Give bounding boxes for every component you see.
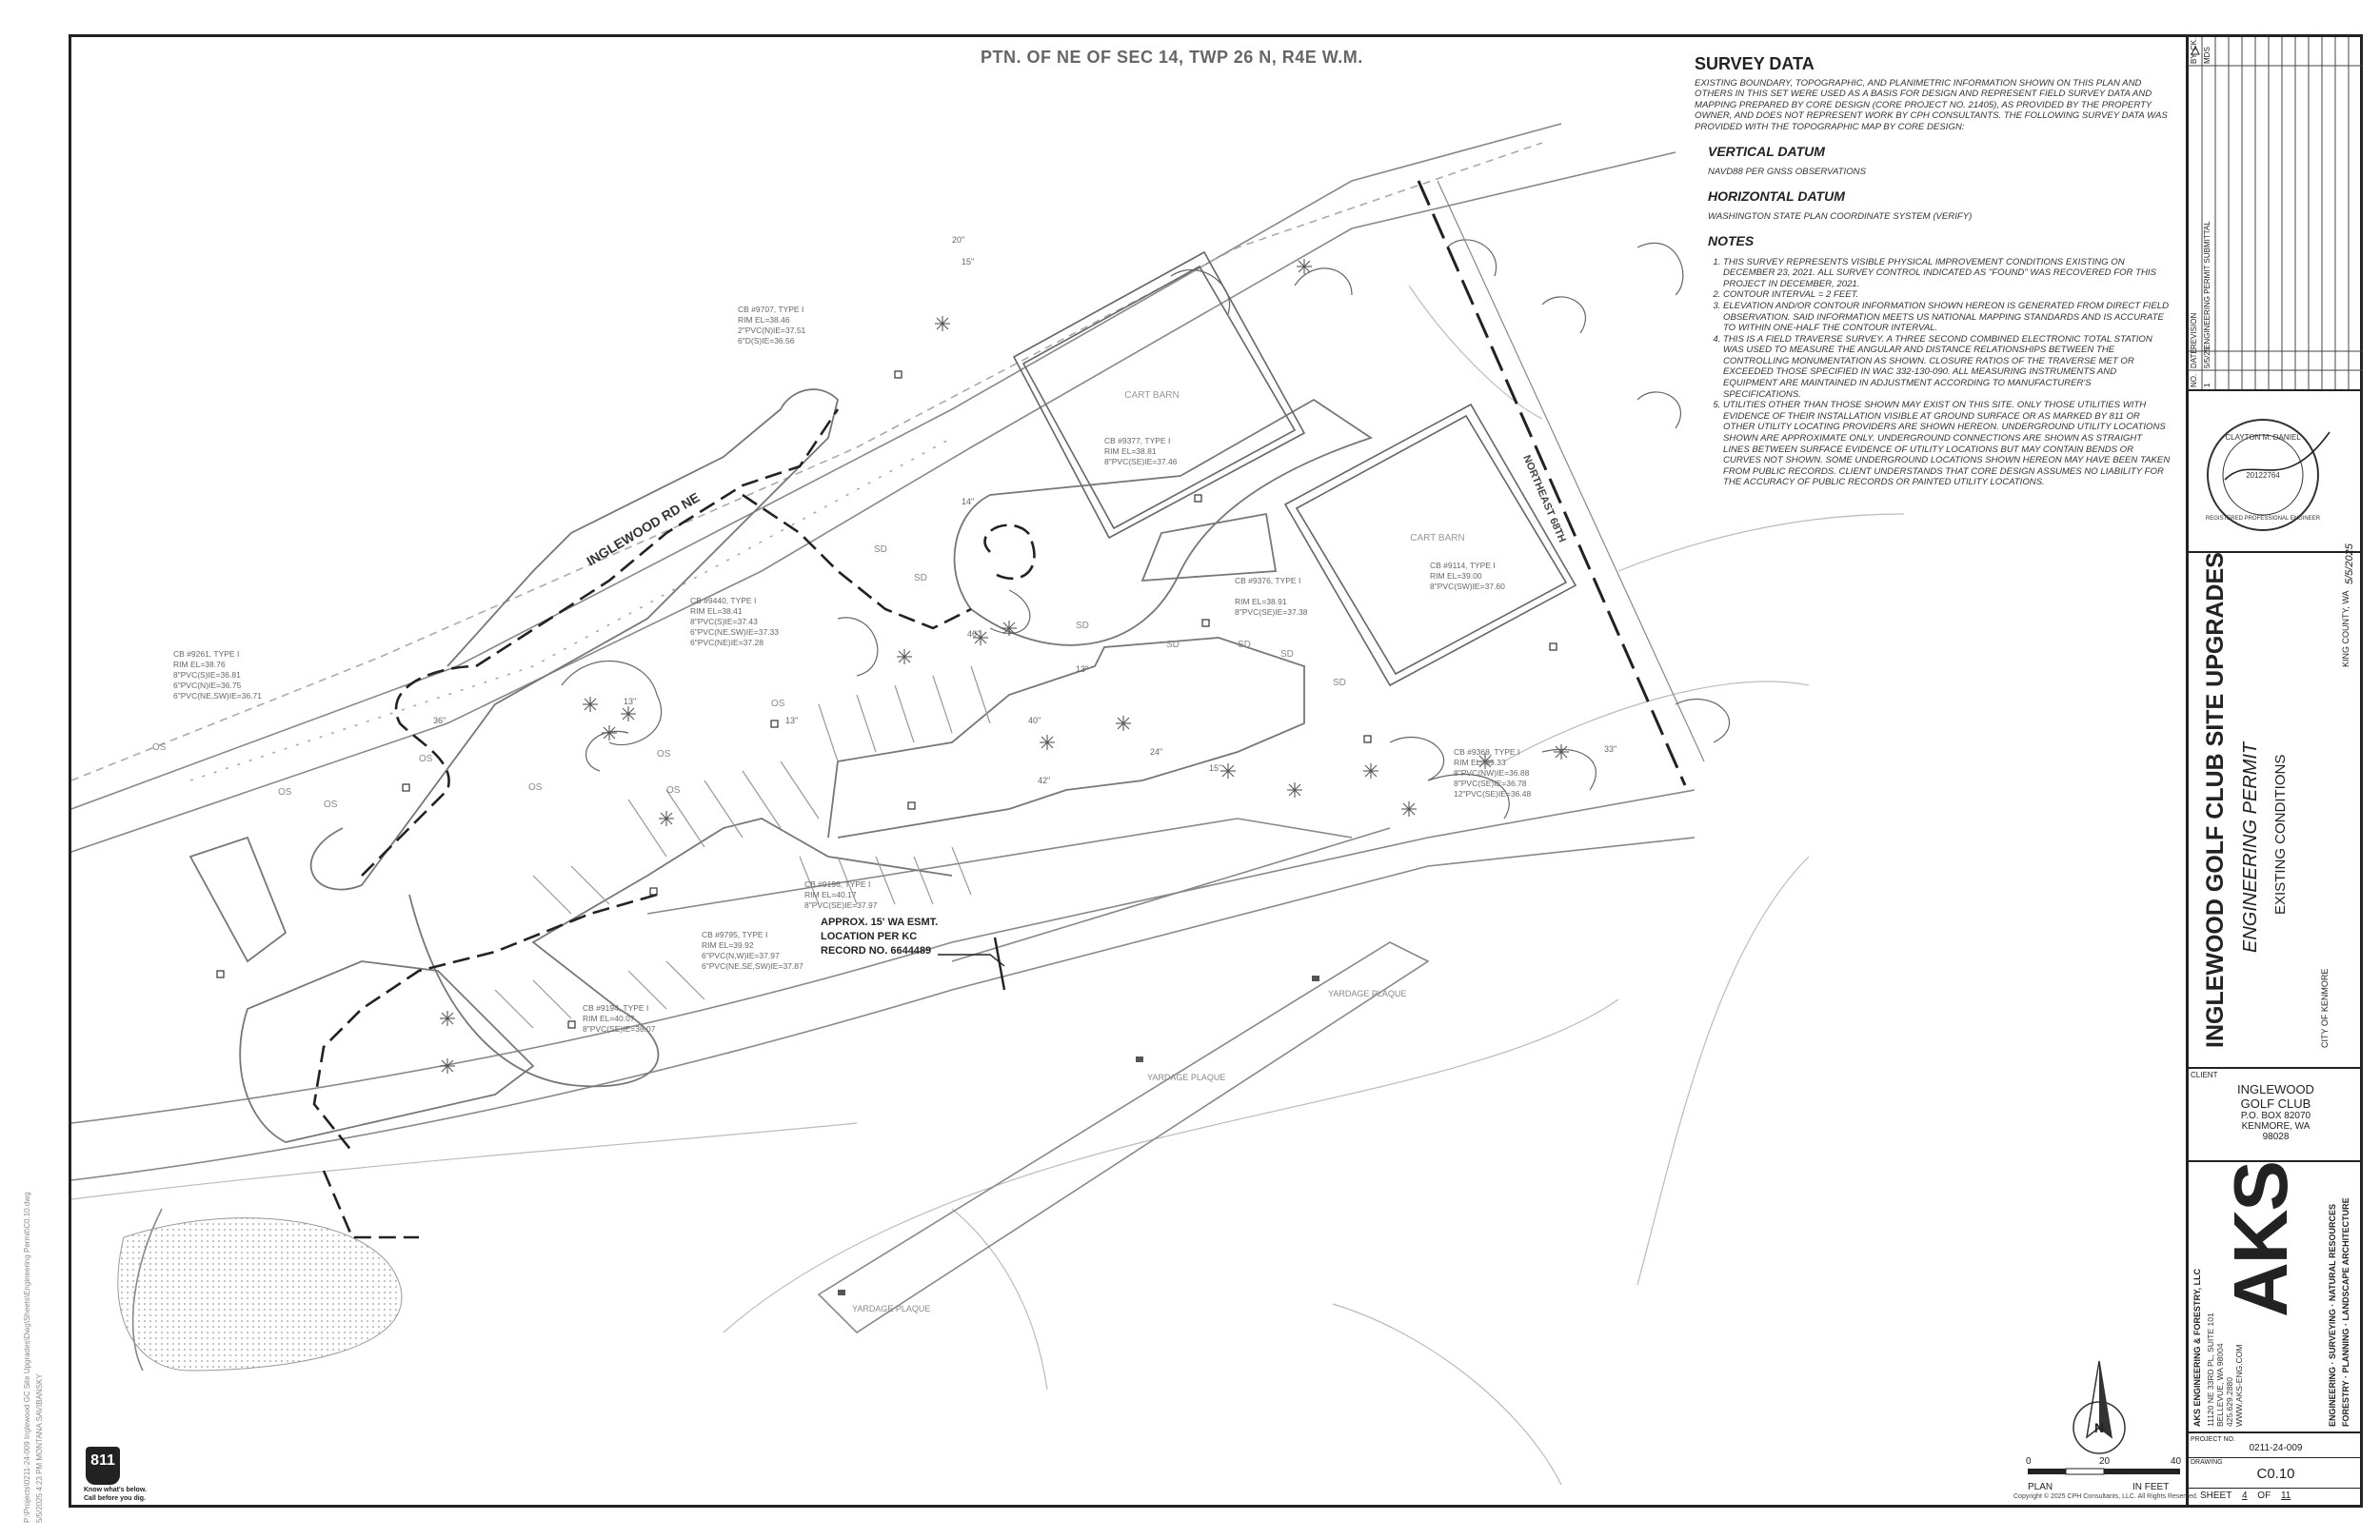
svg-text:13": 13": [1076, 664, 1089, 674]
note-item: 4. THIS IS A FIELD TRAVERSE SURVEY. A THREE SECOND COMBINED ELECTRONIC TOTAL STATION WAS USED TO MEASURE THE ANGULAR AND DISTANCE RELATIONSHIPS BETWEEN THE CONTROLLING MONUMENTATION AS SHOWN. CLOSURE RATIOS OF THE TRAVERSE MET OR EXCEEDED THOSE SPECIFIED IN WAC 332-130-090. ALL MEASURING INSTRUMENTS AND EQUIPMENT ARE MAINTAINED IN ADJUSTMENT ACCORDING TO MANUFACTURER'S SPECIFICATIONS.: [1723, 334, 2171, 401]
scale-bar-light: [2066, 1469, 2104, 1474]
firm-name: AKS ENGINEERING & FORESTRY, LLC: [2192, 1268, 2202, 1427]
client-address-1: P.O. BOX 82070: [2240, 1111, 2311, 1121]
road-edges: [71, 124, 1676, 852]
city-label: CITY OF KENMORE: [2320, 968, 2330, 1048]
yardage-plaque-2: YARDAGE PLAQUE: [1147, 1073, 1226, 1082]
stamp-name: CLAYTON M. DANIEL: [2225, 433, 2301, 442]
svg-text:12"PVC(SE)IE=36.48: 12"PVC(SE)IE=36.48: [1454, 789, 1532, 799]
plan-section-title: PTN. OF NE OF SEC 14, TWP 26 N, R4E W.M.: [981, 48, 1363, 67]
easement-label-3: RECORD NO. 6644489: [821, 945, 932, 957]
yardage-plaque-1-marker: [1312, 976, 1319, 981]
right-of-way-offset: [1438, 181, 1704, 761]
horizontal-datum-heading: HORIZONTAL DATUM: [1708, 188, 1845, 204]
project-title-band: [2189, 551, 2363, 1069]
project-no-value: 0211-24-009: [2249, 1443, 2303, 1453]
svg-text:8"PVC(S)IE=37.43: 8"PVC(S)IE=37.43: [690, 617, 758, 626]
svg-text:SD: SD: [1238, 640, 1251, 650]
rev-row-no: 1: [2203, 383, 2211, 387]
svg-text:15": 15": [1209, 763, 1222, 773]
svg-text:8"PVC(SE)IE=36.78: 8"PVC(SE)IE=36.78: [1454, 779, 1527, 788]
svg-text:OS: OS: [657, 749, 671, 760]
sheet-number: 4: [2241, 1491, 2248, 1501]
svg-text:CB #9194, TYPE I: CB #9194, TYPE I: [583, 1003, 649, 1013]
survey-notes: [1695, 54, 2171, 488]
svg-text:8"PVC(SE)IE=38.07: 8"PVC(SE)IE=38.07: [583, 1024, 656, 1034]
svg-text:6"PVC(N,W)IE=37.97: 6"PVC(N,W)IE=37.97: [702, 951, 780, 960]
parking-stalls: [495, 666, 990, 1028]
copyright-text: Copyright © 2025 CPH Consultants, LLC. All Rights Reserved.: [2013, 1493, 2198, 1500]
svg-text:46": 46": [967, 629, 981, 639]
svg-text:CB #9377, TYPE I: CB #9377, TYPE I: [1104, 436, 1171, 445]
firm-address-4: WWW.AKS-ENG.COM: [2234, 1344, 2244, 1427]
svg-text:RIM EL=38.91: RIM EL=38.91: [1235, 597, 1287, 606]
scale-tick-0: 0: [2026, 1456, 2032, 1467]
svg-text:RIM EL=38.41: RIM EL=38.41: [690, 606, 743, 616]
project-title: INGLEWOOD GOLF CLUB SITE UPGRADES: [2202, 552, 2229, 1048]
easement-label-2: LOCATION PER KC: [821, 931, 918, 942]
scale-tick-40: 40: [2171, 1456, 2182, 1467]
rev-row-by: MDS: [2203, 47, 2211, 64]
svg-text:RIM EL=39.00: RIM EL=39.00: [1430, 571, 1482, 581]
county-label: KING COUNTY, WA: [2341, 590, 2350, 667]
note-item: 5. UTILITIES OTHER THAN THOSE SHOWN MAY EXIST ON THIS SITE. ONLY THOSE UTILITIES WITH EVIDENCE OF THEIR INSTALLATION VISIBLE AT GROUND SURFACE OR AS MARKED BY 811 OR OTHER UTILITY LOCATING PROVIDERS ARE SHOWN HEREON. UNDERGROUND UTILITY LOCATIONS SHOWN ARE APPROXIMATE ONLY. UNDERGROUND CONNECTIONS ARE SHOWN AS STRAIGHT LINES BETWEEN SURFACE EVIDENCE OF UTILITY LOCATIONS BUT MAY CONTAIN BENDS OR CURVES NOT SHOWN. SOME UNDERGROUND LOCATIONS SHOWN HEREON MAY HAVE BEEN TAKEN FROM PUBLIC RECORDS. CLIENT UNDERSTANDS THAT CORE DESIGN ASSUMES NO LIABILITY FOR THE ACCURACY OF PUBLIC RECORDS OR PAINTED UTILITY LOCATIONS.: [1723, 400, 2171, 488]
svg-text:13": 13": [624, 697, 637, 706]
svg-text:CB #9368, TYPE I: CB #9368, TYPE I: [1454, 747, 1520, 757]
svg-text:OS: OS: [324, 800, 338, 810]
of-label: OF: [2257, 1491, 2271, 1501]
sheet-number-block: [2189, 1491, 2363, 1504]
svg-text:15": 15": [962, 257, 975, 267]
svg-text:CB #9707, TYPE I: CB #9707, TYPE I: [738, 305, 804, 314]
title-block: [2186, 37, 2360, 1505]
rev-header-ck: CK.: [2190, 37, 2198, 50]
scale-plan-label: PLAN: [2028, 1482, 2053, 1492]
svg-text:6"PVC(NE)IE=37.28: 6"PVC(NE)IE=37.28: [690, 638, 764, 647]
811-line-2: Call before you dig.: [84, 1495, 146, 1502]
stamp-role: REGISTERED PROFESSIONAL ENGINEER: [2205, 516, 2321, 522]
street-label-2: NORTHEAST 68TH: [1520, 453, 1568, 544]
svg-text:OS: OS: [666, 785, 681, 796]
survey-intro: EXISTING BOUNDARY, TOPOGRAPHIC, AND PLANIMETRIC INFORMATION SHOWN ON THIS PLAN AND OTHERS IN THIS SET WERE USED AS A BASIS FOR DESIGN AND REPRESENT FIELD SURVEY DATA AND MAPPING PREPARED BY CORE DESIGN (CORE PROJECT NO. 21405), AS PROVIDED BY THE PROPERTY OWNER, AND DOES NOT REPRESENT WORK BY CPH CONSULTANTS. THE FOLLOWING SURVEY DATA WAS PROVIDED WITH THE TOPOGRAPHIC MAP BY CORE DESIGN:: [1695, 77, 2168, 132]
catch-basin-markers: [217, 371, 1557, 1028]
svg-text:OS: OS: [152, 742, 167, 753]
drawing-number-block: [2189, 1459, 2363, 1489]
scale-tick-20: 20: [2099, 1456, 2111, 1467]
rev-header-by: BY: [2190, 53, 2198, 64]
parking-lot-edges: [190, 389, 1371, 1142]
svg-text:OS: OS: [278, 787, 292, 798]
811-logo: 811: [86, 1447, 120, 1485]
svg-text:6"PVC(NE,SE,SW)IE=37.87: 6"PVC(NE,SE,SW)IE=37.87: [702, 961, 803, 971]
firm-address-3: 425.629.2880: [2225, 1377, 2234, 1427]
yardage-plaque-3: YARDAGE PLAQUE: [852, 1304, 931, 1313]
svg-text:SD: SD: [1333, 678, 1346, 688]
svg-text:CB #9261, TYPE I: CB #9261, TYPE I: [173, 649, 240, 659]
firm-block: [2189, 1160, 2363, 1433]
svg-text:14": 14": [962, 497, 975, 506]
yardage-plaque-1: YARDAGE PLAQUE: [1328, 989, 1407, 998]
cb-9377: [1104, 436, 1178, 466]
svg-text:OS: OS: [528, 782, 543, 793]
north-label: N: [2093, 1420, 2105, 1435]
project-no-label: PROJECT NO.: [2191, 1436, 2235, 1443]
svg-text:RIM EL=39.92: RIM EL=39.92: [702, 940, 754, 950]
cb-9707: [738, 305, 806, 346]
stamp-number: 20122764: [2246, 471, 2280, 480]
engineer-stamp: [2196, 413, 2349, 546]
svg-text:36": 36": [433, 716, 446, 725]
rev-header-date: DATE: [2190, 348, 2198, 368]
firm-services-2: FORESTRY · PLANNING · LANDSCAPE ARCHITECTURE: [2341, 1197, 2350, 1427]
svg-text:8"PVC(SW)IE=37.60: 8"PVC(SW)IE=37.60: [1430, 582, 1505, 591]
vertical-datum-text: NAVD88 PER GNSS OBSERVATIONS: [1708, 167, 1866, 178]
scale-units-label: IN FEET: [2132, 1482, 2170, 1492]
svg-text:RIM EL=38.46: RIM EL=38.46: [738, 315, 790, 325]
svg-text:20": 20": [952, 235, 965, 245]
svg-text:6"D(S)IE=36.56: 6"D(S)IE=36.56: [738, 336, 795, 346]
svg-text:SD: SD: [1166, 640, 1180, 650]
svg-text:42": 42": [1038, 776, 1051, 785]
client-name-1: INGLEWOOD: [2237, 1082, 2314, 1096]
svg-text:CB #9114, TYPE I: CB #9114, TYPE I: [1430, 561, 1496, 570]
note-item: 2. CONTOUR INTERVAL = 2 FEET.: [1723, 289, 2171, 301]
svg-text:RIM EL=40.17: RIM EL=40.17: [804, 890, 857, 899]
permit-type: ENGINEERING PERMIT: [2240, 741, 2261, 953]
svg-text:8"PVC(SE)IE=37.97: 8"PVC(SE)IE=37.97: [804, 900, 878, 910]
scale-bar-dark: [2028, 1469, 2066, 1474]
svg-text:6"PVC(N)IE=36.75: 6"PVC(N)IE=36.75: [173, 681, 242, 690]
cb-9194: [583, 1003, 656, 1034]
survey-data-heading: SURVEY DATA: [1695, 54, 1815, 73]
firm-logo: AKS: [2218, 1162, 2303, 1317]
svg-text:8"PVC(S)IE=36.81: 8"PVC(S)IE=36.81: [173, 670, 241, 680]
811-line-1: Know what's below.: [84, 1487, 147, 1493]
cb-9440: [690, 596, 779, 647]
cb-9376: [1235, 576, 1308, 617]
yardage-plaque-2-marker: [1136, 1056, 1143, 1062]
svg-text:8"PVC(SE)IE=37.38: 8"PVC(SE)IE=37.38: [1235, 607, 1308, 617]
file-stamp: 5/5/2025 4:23 PM MONTANA SAVIBANSKY: [35, 1373, 44, 1523]
client-block: [2189, 1070, 2363, 1162]
sheet-subject: EXISTING CONDITIONS: [2272, 754, 2289, 915]
firm-address-2: BELLEVUE, WA 98004: [2215, 1343, 2225, 1427]
sheet-total: 11: [2280, 1491, 2291, 1501]
sand-bunker: [118, 1218, 402, 1371]
cb-9795: [702, 930, 803, 971]
svg-text:CB #9795, TYPE I: CB #9795, TYPE I: [702, 930, 768, 939]
svg-text:33": 33": [1604, 744, 1617, 754]
revision-grid: [2189, 37, 2363, 389]
client-name-2: GOLF CLUB: [2240, 1096, 2311, 1111]
horizontal-datum-text: WASHINGTON STATE PLAN COORDINATE SYSTEM (VERIFY): [1708, 211, 1973, 223]
yardage-plaque-3-marker: [838, 1290, 845, 1295]
svg-text:SD: SD: [1280, 649, 1294, 660]
rev-header-revision: REVISION: [2190, 312, 2198, 349]
svg-text:6"PVC(NE,SW)IE=37.33: 6"PVC(NE,SW)IE=37.33: [690, 627, 780, 637]
svg-text:CB #9196, TYPE I: CB #9196, TYPE I: [804, 879, 871, 889]
cb-9196: [804, 879, 878, 910]
note-item: 3. ELEVATION AND/OR CONTOUR INFORMATION SHOWN HEREON IS GENERATED FROM DIRECT FIELD OBSERVATION. SAID INFORMATION MEETS US NATIONAL MAPPING STANDARDS AND IS ACCURATE TO WITHIN ONE-HALF THE CONTOUR INTERVAL.: [1723, 301, 2171, 334]
svg-text:CB #9376, TYPE I: CB #9376, TYPE I: [1235, 576, 1301, 585]
revision-table: [2189, 37, 2363, 391]
project-number-block: [2189, 1436, 2363, 1458]
utility-line-labels: [152, 544, 1346, 810]
vertical-datum-heading: VERTICAL DATUM: [1708, 143, 1825, 159]
cb-9114: [1430, 561, 1505, 591]
svg-text:2"PVC(N)IE=37.51: 2"PVC(N)IE=37.51: [738, 326, 806, 335]
svg-text:40": 40": [1028, 716, 1041, 725]
firm-address-1: 11120 NE 33RD PL, SUITE 101: [2206, 1313, 2215, 1427]
svg-text:6"PVC(NE,SW)IE=36.71: 6"PVC(NE,SW)IE=36.71: [173, 691, 263, 701]
svg-text:SD: SD: [874, 544, 887, 555]
rev-header-no: NO.: [2190, 373, 2198, 387]
tree-size-labels: [433, 235, 1616, 785]
north-arrow-and-scale: [2018, 1356, 2190, 1509]
note-item: 1. THIS SURVEY REPRESENTS VISIBLE PHYSICAL IMPROVEMENT CONDITIONS EXISTING ON DECEMBER 23, 2021. ALL SURVEY CONTROL INDICATED AS "FOUND" WAS RECOVERED FOR THIS PROJECT IN DECEMBER, 2021.: [1723, 257, 2171, 290]
stamp-date: 5/5/2025: [2344, 543, 2355, 584]
tree-symbols: [440, 259, 1569, 1074]
easement-leader: [938, 955, 1004, 966]
svg-text:8"PVC(NW)IE=36.88: 8"PVC(NW)IE=36.88: [1454, 768, 1530, 778]
client-address-2: KENMORE, WA: [2241, 1121, 2311, 1132]
scale-bar-dark-2: [2104, 1469, 2180, 1474]
drawing-label: DRAWING: [2191, 1459, 2223, 1466]
right-of-way-line: [1418, 181, 1685, 785]
notes-list: [1695, 257, 2171, 488]
drawing-no-value: C0.10: [2256, 1466, 2295, 1482]
svg-text:SD: SD: [914, 573, 927, 583]
svg-text:OS: OS: [771, 699, 785, 709]
file-path: P:\Projects\0211-24-009 Inglewood GC Site Upgrades\Dwg\Sheets\Engineering Permit\C0.10.dwg: [23, 1192, 31, 1523]
cart-barn-1-label: CART BARN: [1124, 390, 1180, 401]
firm-services-1: ENGINEERING · SURVEYING · NATURAL RESOURCES: [2328, 1203, 2337, 1427]
street-label: INGLEWOOD RD NE: [584, 489, 703, 569]
rev-row-date: 5/5/25: [2203, 346, 2211, 368]
svg-text:SD: SD: [1076, 621, 1089, 631]
client-label: CLIENT: [2191, 1071, 2218, 1079]
svg-text:CB #9440, TYPE I: CB #9440, TYPE I: [690, 596, 757, 605]
svg-text:OS: OS: [419, 754, 433, 764]
client-address-3: 98028: [2262, 1132, 2290, 1142]
cb-9368: [1454, 747, 1531, 799]
cart-barn-2-label: CART BARN: [1410, 533, 1465, 543]
svg-text:RIM EL=38.76: RIM EL=38.76: [173, 660, 226, 669]
svg-text:24": 24": [1150, 747, 1163, 757]
cb-9261: [173, 649, 262, 701]
svg-text:RIM EL=39.33: RIM EL=39.33: [1454, 758, 1506, 767]
svg-text:8"PVC(SE)IE=37.46: 8"PVC(SE)IE=37.46: [1104, 457, 1178, 466]
sheet-label: SHEET: [2200, 1491, 2232, 1501]
svg-text:RIM EL=38.81: RIM EL=38.81: [1104, 446, 1157, 456]
easement-label-1: APPROX. 15' WA ESMT.: [821, 917, 939, 928]
svg-text:RIM EL=40.07: RIM EL=40.07: [583, 1014, 635, 1023]
svg-text:13": 13": [785, 716, 799, 725]
rev-row-description: ENGINEERING PERMIT SUBMITTAL: [2203, 221, 2211, 349]
notes-heading: NOTES: [1708, 232, 1755, 248]
